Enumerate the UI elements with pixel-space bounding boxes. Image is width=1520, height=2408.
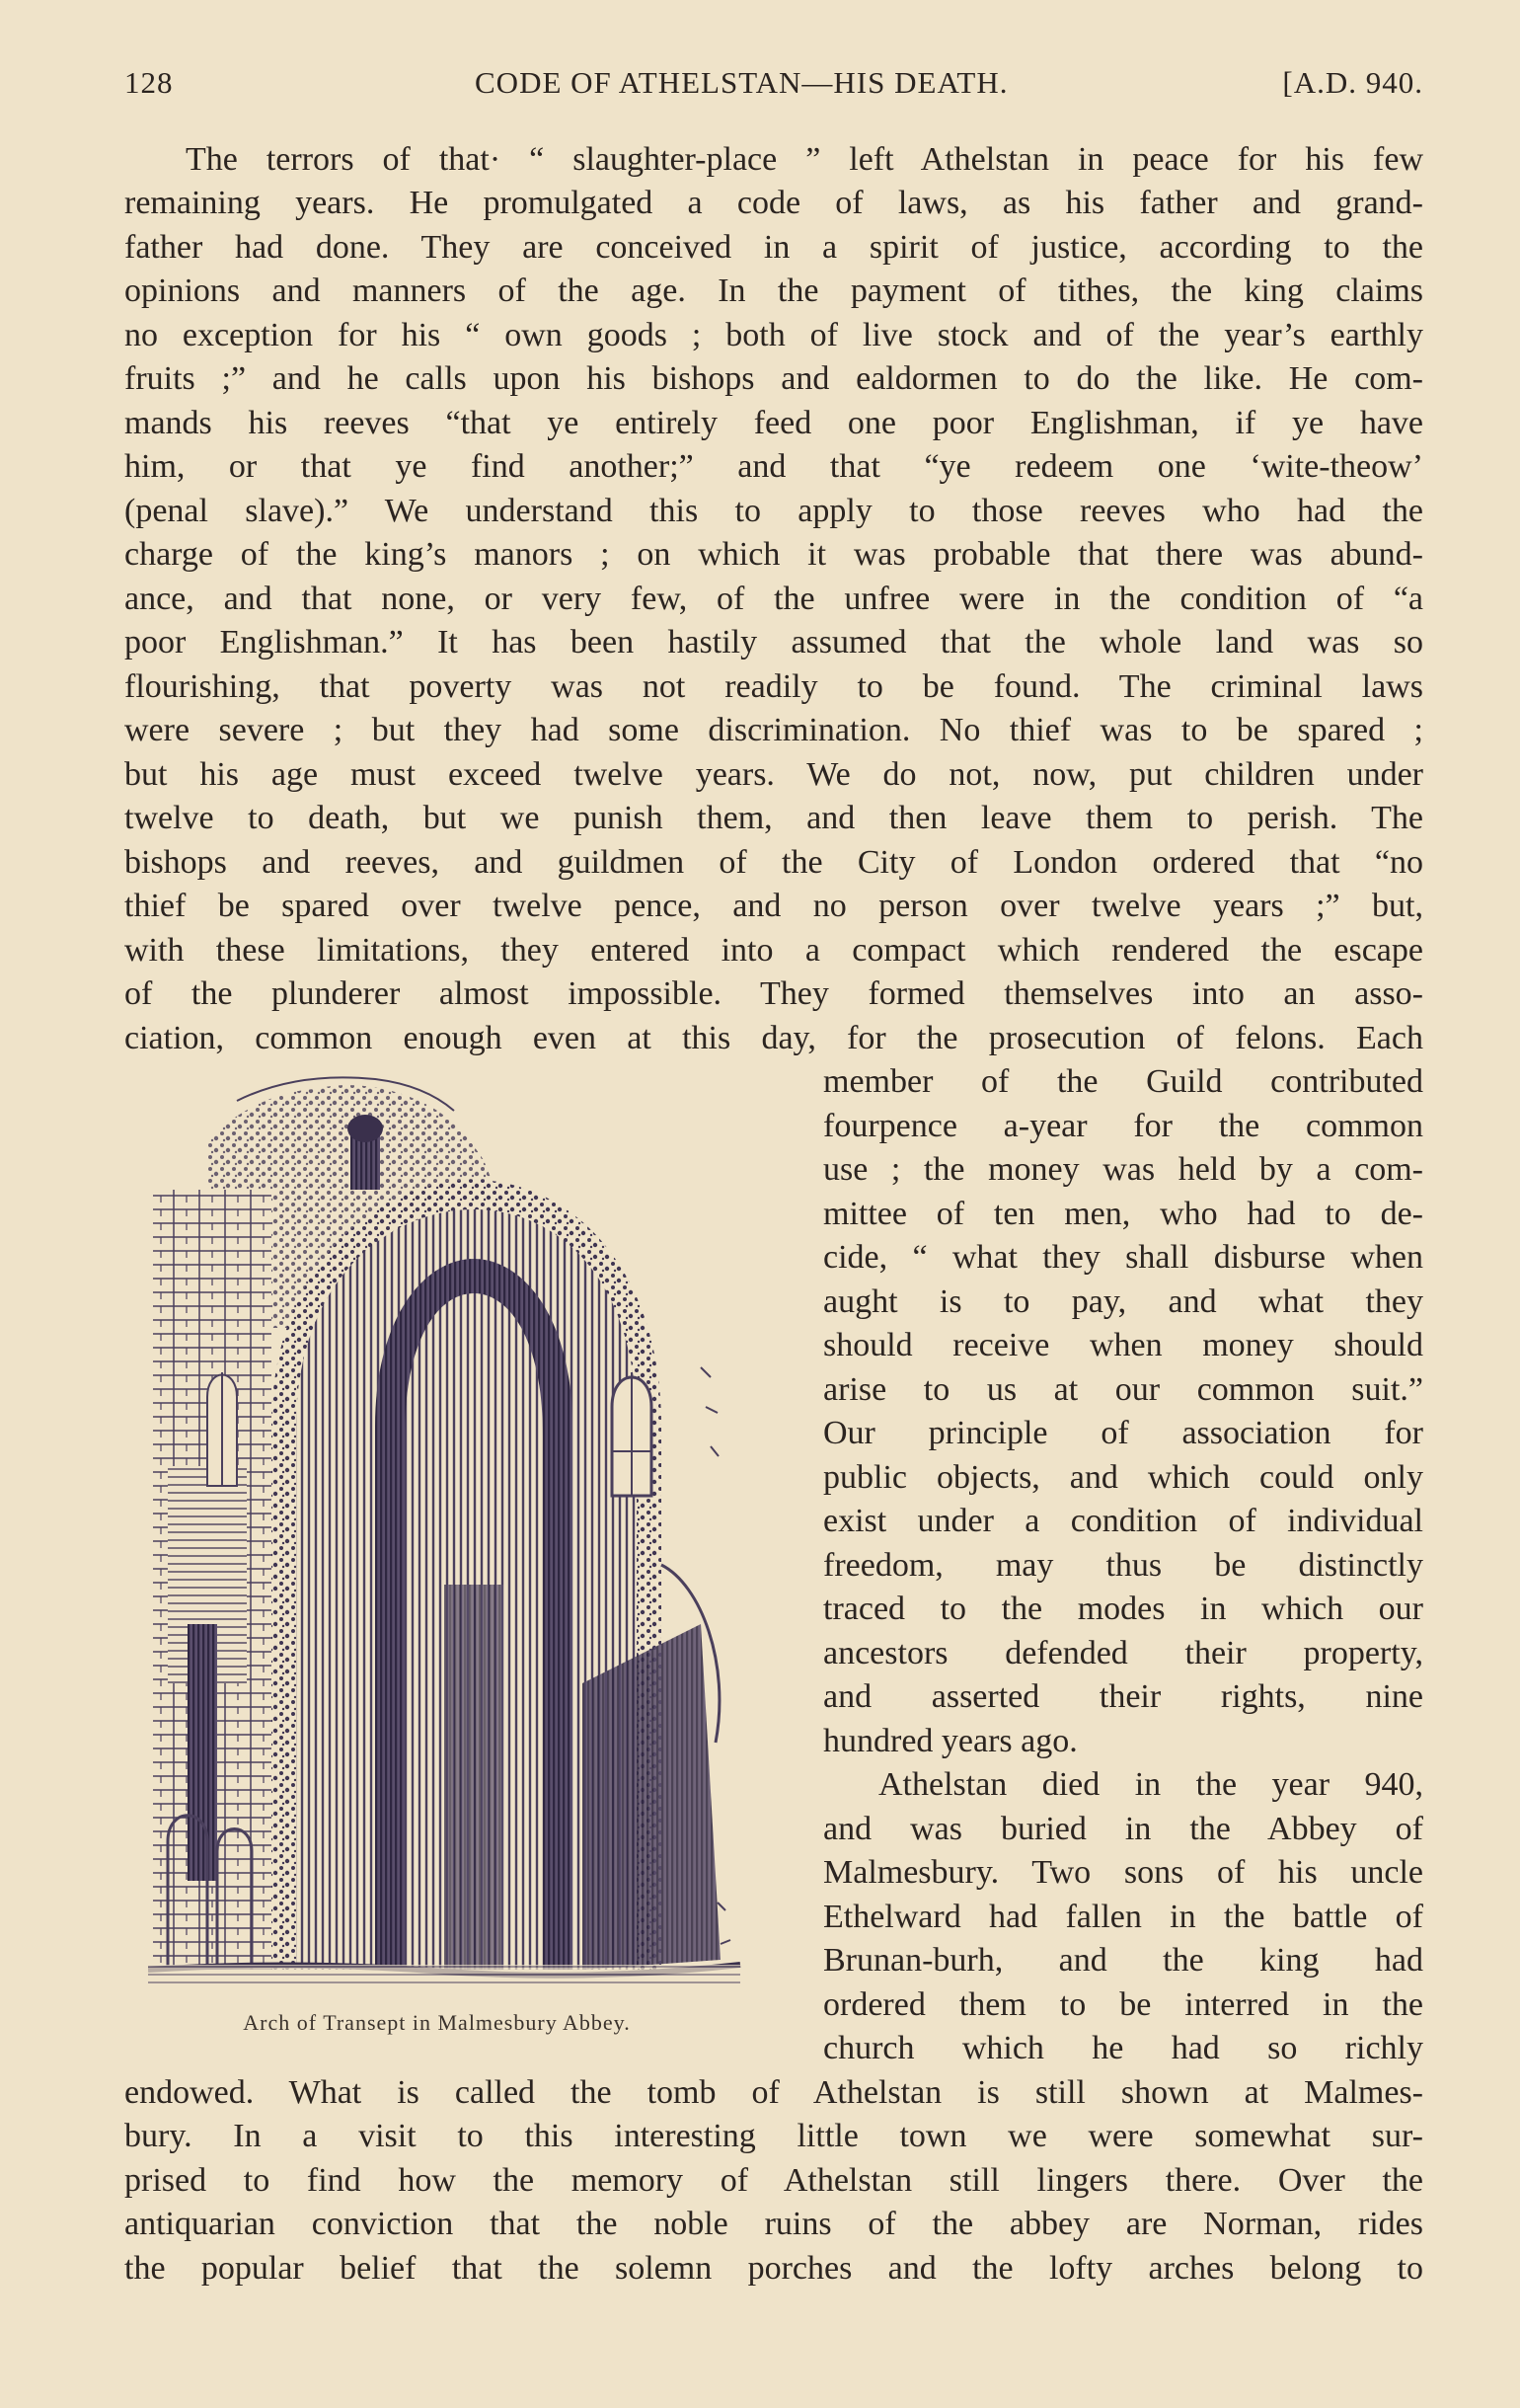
text-line: opinions and manners of the age. In the payment of tithes, the king claims xyxy=(124,272,1423,309)
text-line: freedom, may thus be distinctly xyxy=(823,1547,1423,1584)
running-date: [A.D. 940. xyxy=(1282,65,1423,100)
text-line: flourishing, that poverty was not readily to be found. The criminal laws xyxy=(124,668,1423,705)
text-line: public objects, and which could only xyxy=(823,1459,1423,1496)
text-line: Ethelward had fallen in the battle of xyxy=(823,1899,1423,1935)
text-line: Malmesbury. Two sons of his uncle xyxy=(823,1854,1423,1891)
text-line: remaining years. He promulgated a code of laws, as his father and grand- xyxy=(124,185,1423,221)
text-line: but his age must exceed twelve years. We do not, now, put children under xyxy=(124,756,1423,793)
text-line: and asserted their rights, nine xyxy=(823,1678,1423,1715)
text-line: ordered them to be interred in the xyxy=(823,1986,1423,2023)
text-line: bury. In a visit to this interesting little town we were somewhat sur- xyxy=(124,2118,1423,2154)
text-line: mittee of ten men, who had to de- xyxy=(823,1196,1423,1232)
page-number: 128 xyxy=(124,65,174,100)
text-line: Brunan-burh, and the king had xyxy=(823,1942,1423,1979)
text-line: member of the Guild contributed xyxy=(823,1063,1423,1100)
text-line: aught is to pay, and what they xyxy=(823,1283,1423,1320)
text-line: charge of the king’s manors ; on which it was probable that there was abund- xyxy=(124,536,1423,573)
text-line: were severe ; but they had some discrimination. No thief was to be spared ; xyxy=(124,712,1423,748)
text-line: antiquarian conviction that the noble ruins of the abbey are Norman, rides xyxy=(124,2206,1423,2242)
text-line: of the plunderer almost impossible. They formed themselves into an asso- xyxy=(124,975,1423,1012)
text-line: fruits ;” and he calls upon his bishops and ealdormen to do the like. He com- xyxy=(124,360,1423,397)
text-line: the popular belief that the solemn porches and the lofty arches belong to xyxy=(124,2250,1423,2287)
text-line: with these limitations, they entered into a compact which rendered the escape xyxy=(124,932,1423,969)
text-line: poor Englishman.” It has been hastily assumed that the whole land was so xyxy=(124,624,1423,660)
text-line: bishops and reeves, and guildmen of the City of London ordered that “no xyxy=(124,844,1423,881)
text-line: cide, “ what they shall disburse when xyxy=(823,1239,1423,1276)
text-line: father had done. They are conceived in a spirit of justice, according to the xyxy=(124,229,1423,266)
text-line: exist under a condition of individual xyxy=(823,1503,1423,1539)
text-line: Our principle of association for xyxy=(823,1415,1423,1451)
text-line: arise to us at our common suit.” xyxy=(823,1371,1423,1408)
text-line: mands his reeves “that ye entirely feed one poor Englishman, if ye have xyxy=(124,405,1423,441)
text-line: and was buried in the Abbey of xyxy=(823,1811,1423,1847)
abbey-arch-engraving xyxy=(148,1071,795,2019)
text-line: him, or that ye find another;” and that “ye redeem one ‘wite-theow’ xyxy=(124,448,1423,485)
text-line: The terrors of that· “ slaughter-place ” left Athelstan in peace for his few xyxy=(186,141,1423,178)
text-line: no exception for his “ own goods ; both of live stock and of the year’s earthly xyxy=(124,317,1423,353)
text-line: thief be spared over twelve pence, and no person over twelve years ;” but, xyxy=(124,888,1423,924)
text-line: church which he had so richly xyxy=(823,2030,1423,2066)
text-line: endowed. What is called the tomb of Athelstan is still shown at Malmes- xyxy=(124,2074,1423,2111)
text-line: twelve to death, but we punish them, and then leave them to perish. The xyxy=(124,800,1423,836)
text-line: should receive when money should xyxy=(823,1327,1423,1363)
text-line: ance, and that none, or very few, of the unfree were in the condition of “a xyxy=(124,581,1423,617)
text-line: use ; the money was held by a com- xyxy=(823,1151,1423,1188)
text-line: Athelstan died in the year 940, xyxy=(878,1766,1423,1803)
text-line: (penal slave).” We understand this to apply to those reeves who had the xyxy=(124,493,1423,529)
running-title: CODE OF ATHELSTAN—HIS DEATH. xyxy=(475,65,1009,100)
text-line: fourpence a-year for the common xyxy=(823,1108,1423,1144)
text-line: prised to find how the memory of Athelstan still lingers there. Over the xyxy=(124,2162,1423,2199)
figure-caption: Arch of Transept in Malmesbury Abbey. xyxy=(243,2010,631,2035)
text-line: hundred years ago. xyxy=(823,1723,1078,1759)
text-line: ciation, common enough even at this day, for the prosecution of felons. Each xyxy=(124,1020,1423,1056)
text-line: traced to the modes in which our xyxy=(823,1591,1423,1627)
text-line: ancestors defended their property, xyxy=(823,1635,1423,1671)
running-head xyxy=(124,65,1423,109)
abbey-arch-illustration xyxy=(148,1071,795,2019)
